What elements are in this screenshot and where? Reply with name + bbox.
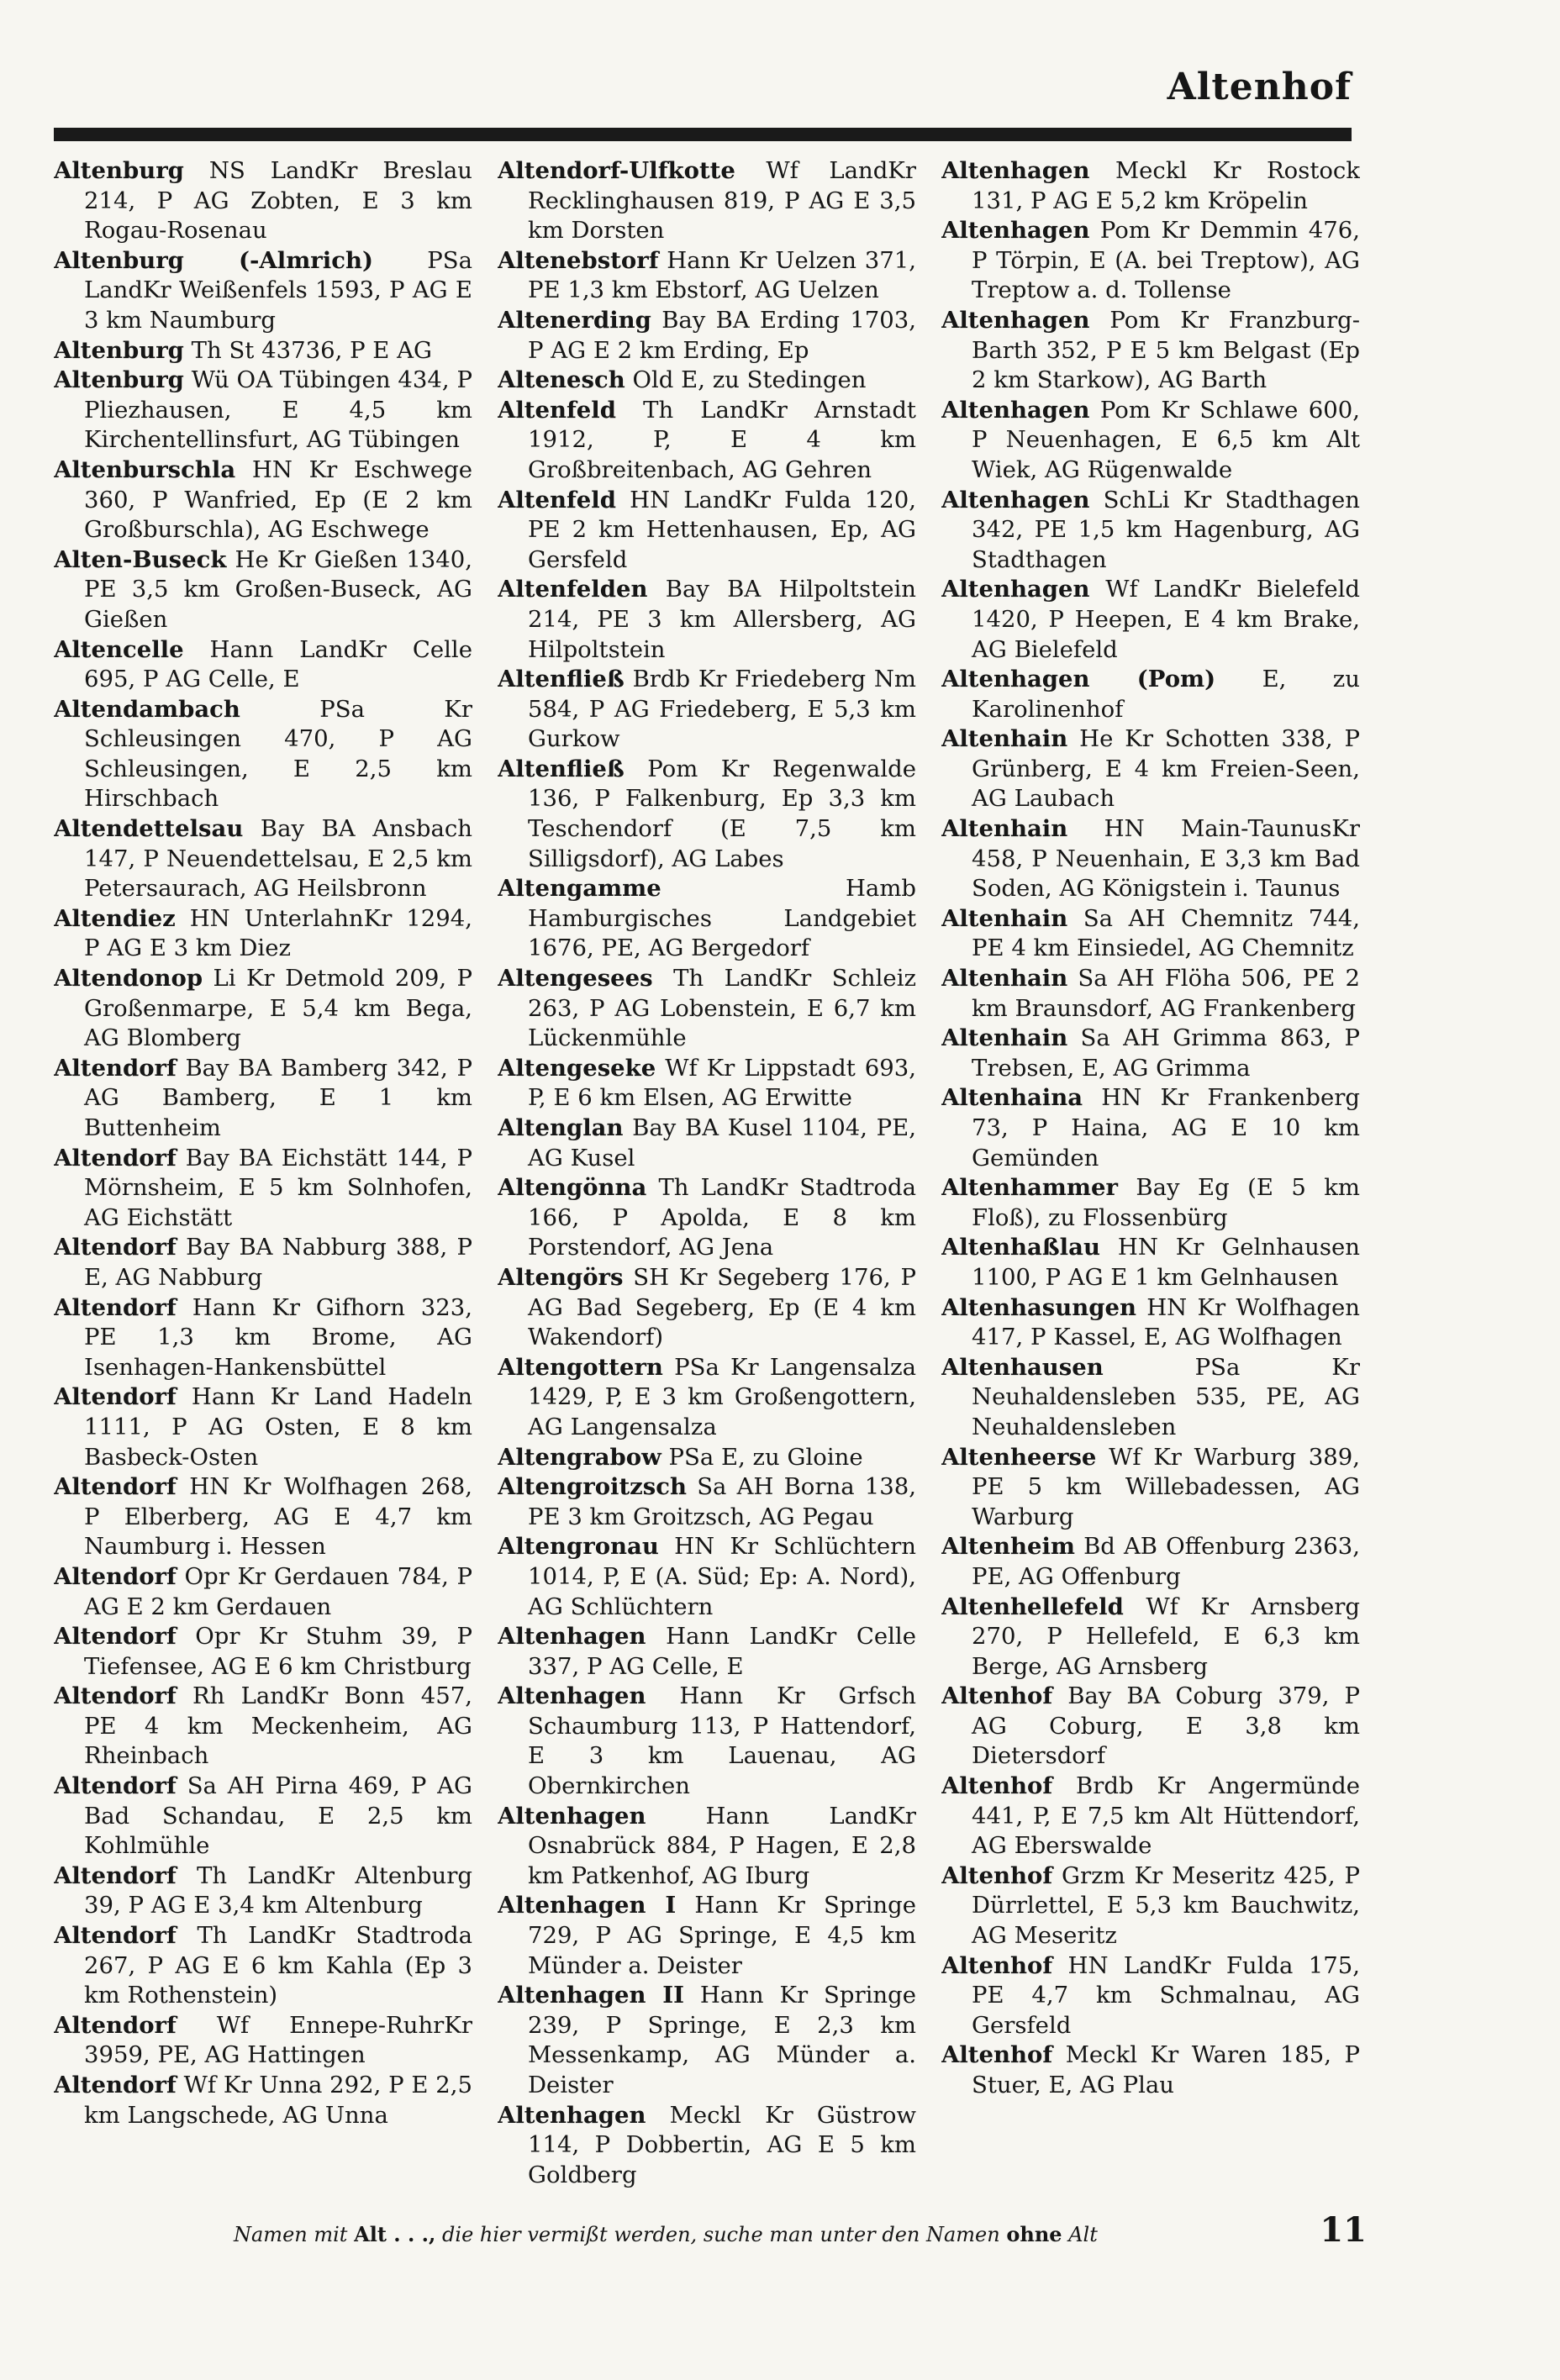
gazetteer-entry bbox=[54, 1562, 472, 1622]
entry-place-name: Altendorf bbox=[54, 1623, 177, 1651]
entry-place-name: Altendorf bbox=[54, 1772, 177, 1800]
gazetteer-entry bbox=[941, 1532, 1360, 1592]
footer-note-ohne: ohne bbox=[1006, 2222, 1062, 2246]
gazetteer-entry bbox=[498, 1532, 916, 1622]
gazetteer-entry bbox=[941, 1173, 1360, 1233]
entry-place-name: Altendambach bbox=[54, 695, 240, 723]
entry-details: Bd AB Offenburg 2363, PE, AG Offenburg bbox=[972, 1533, 1360, 1590]
entry-details: Wf Ennepe-RuhrKr 3959, PE, AG Hattingen bbox=[84, 2011, 472, 2069]
gazetteer-entry bbox=[498, 396, 916, 486]
gazetteer-entry bbox=[941, 1682, 1360, 1772]
entry-details: Hann LandKr Celle 337, P AG Celle, E bbox=[528, 1623, 916, 1680]
gazetteer-entry bbox=[941, 1951, 1360, 2041]
entry-place-name: Altenhain bbox=[941, 725, 1068, 753]
entry-details: Th St 43736, P E AG bbox=[191, 336, 432, 364]
entry-details: Wf Kr Unna 292, P E 2,5 km Langschede, AG Unna bbox=[84, 2072, 472, 2129]
gazetteer-entry bbox=[498, 1263, 916, 1353]
gazetteer-entry bbox=[498, 964, 916, 1054]
gazetteer-entry bbox=[54, 2011, 472, 2071]
gazetteer-entry bbox=[941, 1593, 1360, 1682]
header-rule bbox=[54, 128, 1352, 141]
gazetteer-entry bbox=[54, 814, 472, 904]
gazetteer-entry bbox=[54, 1144, 472, 1234]
entry-details: Th LandKr Arnstadt 1912, P, E 4 km Großbreitenbach, AG Gehren bbox=[528, 396, 916, 483]
entry-place-name: Altengeseke bbox=[498, 1054, 656, 1082]
entry-details: Pom Kr Franzburg-Barth 352, P E 5 km Belgast (Ep 2 km Starkow), AG Barth bbox=[972, 306, 1360, 394]
gazetteer-entry bbox=[54, 1293, 472, 1383]
entry-details: Rh LandKr Bonn 457, PE 4 km Meckenheim, AG Rheinbach bbox=[84, 1682, 472, 1770]
gazetteer-entry bbox=[54, 1921, 472, 2011]
entry-place-name: Altengronau bbox=[498, 1533, 659, 1561]
entry-details: Wf LandKr Bielefeld 1420, P Heepen, E 4 km Brake, AG Bielefeld bbox=[972, 576, 1360, 663]
entry-details: Wf Kr Arnsberg 270, P Hellefeld, E 6,3 km Berge, AG Arnsberg bbox=[972, 1593, 1360, 1680]
gazetteer-entry bbox=[498, 1622, 916, 1682]
column-2 bbox=[498, 156, 916, 2207]
entry-details: Bay BA Kusel 1104, PE, AG Kusel bbox=[528, 1114, 916, 1172]
entry-place-name: Altenhagen bbox=[941, 396, 1090, 424]
entry-place-name: Altenfließ bbox=[498, 666, 625, 693]
entry-place-name: Altengamme bbox=[498, 875, 661, 903]
gazetteer-entry bbox=[54, 246, 472, 336]
gazetteer-entry bbox=[54, 1861, 472, 1921]
entry-details: Opr Kr Stuhm 39, P Tiefensee, AG E 6 km Christburg bbox=[84, 1623, 472, 1680]
gazetteer-entry bbox=[498, 1173, 916, 1263]
gazetteer-entry bbox=[941, 964, 1360, 1024]
entry-details: Brdb Kr Friedeberg Nm 584, P AG Friedeberg, E 5,3 km Gurkow bbox=[528, 666, 916, 753]
footer-note bbox=[234, 2222, 1098, 2246]
gazetteer-entry bbox=[941, 724, 1360, 814]
entry-details: PSa E, zu Gloine bbox=[668, 1443, 863, 1471]
entry-place-name: Altenhof bbox=[941, 1682, 1053, 1710]
entry-place-name: Altenhaßlau bbox=[941, 1234, 1100, 1261]
entry-place-name: Altenhaina bbox=[941, 1084, 1083, 1112]
entry-details: Th LandKr Stadtroda 166, P Apolda, E 8 km Porstendorf, AG Jena bbox=[528, 1174, 916, 1261]
entry-place-name: Altengesees bbox=[498, 965, 653, 993]
footer-note-mid: die hier vermißt werden, suche man unter den Namen bbox=[442, 2223, 1000, 2246]
entry-details: Grzm Kr Meseritz 425, P Dürrlettel, E 5,3 km Bauchwitz, AG Meseritz bbox=[972, 1861, 1360, 1950]
entry-details: Th LandKr Altenburg 39, P AG E 3,4 km Altenburg bbox=[84, 1861, 472, 1919]
entry-place-name: Altenhof bbox=[941, 1951, 1053, 1979]
entry-place-name: Altenhain bbox=[941, 965, 1068, 993]
entry-details: He Kr Gießen 1340, PE 3,5 km Großen-Buseck, AG Gießen bbox=[84, 545, 472, 633]
column-1 bbox=[54, 156, 472, 2207]
entry-details: Meckl Kr Waren 185, P Stuer, E, AG Plau bbox=[972, 2041, 1360, 2098]
gazetteer-entry bbox=[498, 366, 916, 396]
entry-details: HN LandKr Fulda 120, PE 2 km Hettenhausen, Ep, AG Gersfeld bbox=[528, 486, 916, 573]
footer-note-pre: Namen mit bbox=[234, 2223, 348, 2246]
gazetteer-entry bbox=[498, 486, 916, 576]
entry-details: PSa Kr Langensalza 1429, P, E 3 km Großengottern, AG Langensalza bbox=[528, 1353, 916, 1440]
entry-details: Sa AH Pirna 469, P AG Bad Schandau, E 2,5 km Kohlmühle bbox=[84, 1772, 472, 1860]
entry-place-name: Altengottern bbox=[498, 1353, 663, 1381]
entry-place-name: Altenhasungen bbox=[941, 1293, 1136, 1321]
gazetteer-entry bbox=[54, 455, 472, 545]
gazetteer-entry bbox=[54, 1382, 472, 1472]
gazetteer-entry bbox=[941, 1233, 1360, 1293]
gazetteer-entry bbox=[54, 336, 472, 366]
entry-details: Wf LandKr Recklinghausen 819, P AG E 3,5 km Dorsten bbox=[528, 157, 916, 245]
entry-details: HN UnterlahnKr 1294, P AG E 3 km Diez bbox=[84, 904, 472, 962]
entry-details: Th LandKr Stadtroda 267, P AG E 6 km Kahla (Ep 3 km Rothenstein) bbox=[84, 1922, 472, 2009]
entry-place-name: Altenhagen bbox=[941, 576, 1090, 603]
gazetteer-entry bbox=[941, 1772, 1360, 1861]
gazetteer-entry bbox=[941, 1861, 1360, 1951]
gazetteer-entry bbox=[941, 1293, 1360, 1353]
entry-place-name: Altengönna bbox=[498, 1174, 647, 1202]
entry-place-name: Altenhagen II bbox=[498, 1982, 684, 2009]
entry-place-name: Altendorf bbox=[54, 1861, 177, 1889]
entry-details: Li Kr Detmold 209, P Großenmarpe, E 5,4 km Bega, AG Blomberg bbox=[84, 965, 472, 1052]
gazetteer-entry bbox=[941, 216, 1360, 306]
entry-place-name: Altenhain bbox=[941, 815, 1068, 843]
entry-details: Hann Kr Uelzen 371, PE 1,3 km Ebstorf, AG Uelzen bbox=[528, 246, 916, 304]
entry-details: Hann Kr Springe 729, P AG Springe, E 4,5 km Münder a. Deister bbox=[528, 1892, 916, 1979]
entry-place-name: Altendorf bbox=[54, 1922, 177, 1950]
gazetteer-entry bbox=[941, 306, 1360, 396]
entry-place-name: Altenhagen (Pom) bbox=[941, 666, 1216, 693]
entry-details: HN Kr Gelnhausen 1100, P AG E 1 km Gelnhausen bbox=[972, 1234, 1360, 1291]
gazetteer-entry bbox=[498, 156, 916, 246]
gazetteer-entry bbox=[498, 1443, 916, 1473]
entry-place-name: Altendorf bbox=[54, 1054, 177, 1082]
entry-place-name: Altenhammer bbox=[941, 1174, 1118, 1202]
entry-details: Hann Kr Springe 239, P Springe, E 2,3 km Messenkamp, AG Münder a. Deister bbox=[528, 1982, 916, 2098]
entry-place-name: Altenburschla bbox=[54, 455, 236, 483]
entry-details: Bay Eg (E 5 km Floß), zu Flossenbürg bbox=[972, 1174, 1360, 1231]
gazetteer-entry bbox=[54, 366, 472, 455]
entry-place-name: Altendiez bbox=[54, 904, 176, 932]
entry-place-name: Altenfeld bbox=[498, 396, 616, 424]
entry-details: Wf Kr Warburg 389, PE 5 km Willebadessen, AG Warburg bbox=[972, 1443, 1360, 1530]
entry-place-name: Altenburg bbox=[54, 336, 184, 364]
entry-place-name: Altenhagen I bbox=[498, 1892, 677, 1919]
gazetteer-entry bbox=[54, 964, 472, 1054]
gazetteer-entry bbox=[941, 1024, 1360, 1083]
entry-place-name: Altenhagen bbox=[498, 1682, 646, 1710]
entry-place-name: Altendorf bbox=[54, 1473, 177, 1501]
gazetteer-entry bbox=[498, 874, 916, 964]
entry-place-name: Altenburg bbox=[54, 366, 184, 394]
entry-details: Sa AH Chemnitz 744, PE 4 km Einsiedel, AG Chemnitz bbox=[972, 904, 1360, 962]
entry-place-name: Altencelle bbox=[54, 635, 184, 663]
entry-place-name: Altendorf bbox=[54, 1682, 177, 1710]
entry-details: Sa AH Borna 138, PE 3 km Groitzsch, AG Pegau bbox=[528, 1473, 916, 1530]
entry-place-name: Altenhof bbox=[941, 2041, 1053, 2069]
entry-details: PSa Kr Neuhaldensleben 535, PE, AG Neuhaldensleben bbox=[972, 1353, 1360, 1440]
gazetteer-entry bbox=[941, 1083, 1360, 1173]
entry-place-name: Altenhain bbox=[941, 1024, 1068, 1052]
entry-place-name: Altenhausen bbox=[941, 1353, 1104, 1381]
entry-details: HN Kr Wolfhagen 417, P Kassel, E, AG Wolfhagen bbox=[972, 1293, 1360, 1351]
entry-details: E, zu Karolinenhof bbox=[972, 666, 1360, 723]
page-number: 11 bbox=[1320, 2210, 1367, 2250]
footer-note-alt: Alt . . ., bbox=[354, 2222, 436, 2246]
gazetteer-entry bbox=[54, 695, 472, 814]
gazetteer-entry bbox=[498, 1472, 916, 1532]
entry-details: Hann LandKr Osnabrück 884, P Hagen, E 2,8 km Patkenhof, AG Iburg bbox=[528, 1802, 916, 1889]
entry-details: NS LandKr Breslau 214, P AG Zobten, E 3 km Rogau-Rosenau bbox=[84, 157, 472, 245]
entry-details: Sa AH Flöha 506, PE 2 km Braunsdorf, AG Frankenberg bbox=[972, 965, 1360, 1022]
entry-details: He Kr Schotten 338, P Grünberg, E 4 km Freien-Seen, AG Laubach bbox=[972, 725, 1360, 813]
entry-details: HN Kr Frankenberg 73, P Haina, AG E 10 km Gemünden bbox=[972, 1084, 1360, 1172]
entry-details: HN Main-TaunusKr 458, P Neuenhain, E 3,3 km Bad Soden, AG Königstein i. Taunus bbox=[972, 815, 1360, 903]
entry-place-name: Altendonop bbox=[54, 965, 203, 993]
gazetteer-entry bbox=[941, 156, 1360, 216]
entry-details: Bay BA Nabburg 388, P E, AG Nabburg bbox=[84, 1234, 472, 1291]
entry-details: PSa Kr Schleusingen 470, P AG Schleusingen, E 2,5 km Hirschbach bbox=[84, 695, 472, 813]
entry-details: Hann LandKr Celle 695, P AG Celle, E bbox=[84, 635, 472, 693]
entry-place-name: Altenheim bbox=[941, 1533, 1076, 1561]
entry-place-name: Altenhagen bbox=[498, 2101, 646, 2129]
entry-place-name: Altengörs bbox=[498, 1263, 624, 1291]
gazetteer-entry bbox=[54, 1622, 472, 1682]
entry-details: Sa AH Grimma 863, P Trebsen, E, AG Grimma bbox=[972, 1024, 1360, 1082]
entry-details: PSa LandKr Weißenfels 1593, P AG E 3 km Naumburg bbox=[84, 246, 472, 334]
entry-place-name: Altendorf bbox=[54, 1293, 177, 1321]
entry-place-name: Altenhagen bbox=[941, 217, 1090, 245]
entry-place-name: Altenfeld bbox=[498, 486, 616, 513]
entry-place-name: Altenebstorf bbox=[498, 246, 659, 274]
gazetteer-entry bbox=[941, 575, 1360, 665]
entry-details: Wü OA Tübingen 434, P Pliezhausen, E 4,5 km Kirchentellinsfurt, AG Tübingen bbox=[84, 366, 472, 454]
gazetteer-entry bbox=[498, 2101, 916, 2191]
entry-place-name: Altenhof bbox=[941, 1772, 1053, 1800]
entry-place-name: Altendorf bbox=[54, 1383, 177, 1411]
gazetteer-entry bbox=[941, 665, 1360, 724]
entry-details: Hamb Hamburgisches Landgebiet 1676, PE, AG Bergedorf bbox=[528, 875, 916, 962]
entry-details: Bay BA Coburg 379, P AG Coburg, E 3,8 km Dietersdorf bbox=[972, 1682, 1360, 1770]
entry-place-name: Altendorf bbox=[54, 2072, 177, 2098]
gazetteer-entry bbox=[941, 2040, 1360, 2100]
gazetteer-entry bbox=[498, 755, 916, 874]
entry-place-name: Altenfließ bbox=[498, 755, 625, 782]
gazetteer-entry bbox=[54, 1682, 472, 1772]
entry-place-name: Altendorf-Ulfkotte bbox=[498, 157, 735, 184]
entry-details: Opr Kr Gerdauen 784, P AG E 2 km Gerdauen bbox=[84, 1562, 472, 1620]
gazetteer-entry bbox=[498, 1114, 916, 1173]
entry-place-name: Altenfelden bbox=[498, 576, 648, 603]
entry-details: Bay BA Erding 1703, P AG E 2 km Erding, Ep bbox=[528, 306, 916, 364]
gazetteer-entry bbox=[54, 1054, 472, 1144]
gazetteer-entry bbox=[498, 1353, 916, 1443]
gazetteer-entry bbox=[941, 814, 1360, 904]
entry-details: Brdb Kr Angermünde 441, P, E 7,5 km Alt Hüttendorf, AG Eberswalde bbox=[972, 1772, 1360, 1860]
entry-details: Pom Kr Schlawe 600, P Neuenhagen, E 6,5 km Alt Wiek, AG Rügenwalde bbox=[972, 396, 1360, 483]
entry-place-name: Altengroitzsch bbox=[498, 1473, 688, 1501]
entry-place-name: Altenhagen bbox=[498, 1623, 646, 1651]
entry-place-name: Altendorf bbox=[54, 2011, 177, 2039]
gazetteer-entry bbox=[54, 1233, 472, 1293]
gazetteer-entry bbox=[54, 1772, 472, 1861]
gazetteer-entry bbox=[941, 1443, 1360, 1533]
gazetteer-entry bbox=[498, 306, 916, 366]
entry-details: Bay BA Eichstätt 144, P Mörnsheim, E 5 km Solnhofen, AG Eichstätt bbox=[84, 1144, 472, 1231]
entry-details: Meckl Kr Rostock 131, P AG E 5,2 km Kröpelin bbox=[972, 157, 1360, 214]
entry-details: Pom Kr Regenwalde 136, P Falkenburg, Ep 3,3 km Teschendorf (E 7,5 km Silligsdorf), AG Labes bbox=[528, 755, 916, 872]
entry-place-name: Altengrabow bbox=[498, 1443, 661, 1471]
entry-details: Pom Kr Demmin 476, P Törpin, E (A. bei Treptow), AG Treptow a. d. Tollense bbox=[972, 217, 1360, 304]
entry-place-name: Altenhof bbox=[941, 1861, 1053, 1889]
entry-details: Meckl Kr Güstrow 114, P Dobbertin, AG E 5 km Goldberg bbox=[528, 2101, 916, 2188]
entry-details: Hann Kr Gifhorn 323, PE 1,3 km Brome, AG Isenhagen-Hankensbüttel bbox=[84, 1293, 472, 1381]
entry-details: Wf Kr Lippstadt 693, P, E 6 km Elsen, AG Erwitte bbox=[528, 1054, 916, 1112]
gazetteer-entry bbox=[941, 1353, 1360, 1443]
column-3 bbox=[941, 156, 1360, 2207]
gazetteer-entry bbox=[54, 545, 472, 635]
entry-place-name: Altenerding bbox=[498, 306, 651, 334]
gazetteer-entry bbox=[498, 575, 916, 665]
gazetteer-entry bbox=[54, 635, 472, 695]
entry-place-name: Altendorf bbox=[54, 1144, 177, 1172]
entry-details: Th LandKr Schleiz 263, P AG Lobenstein, E 6,7 km Lückenmühle bbox=[528, 965, 916, 1052]
gazetteer-columns bbox=[54, 156, 1360, 2207]
entry-details: HN LandKr Fulda 175, PE 4,7 km Schmalnau, AG Gersfeld bbox=[972, 1951, 1360, 2039]
entry-details: Hann Kr Grfsch Schaumburg 113, P Hattendorf, E 3 km Lauenau, AG Obernkirchen bbox=[528, 1682, 916, 1800]
entry-place-name: Altenburg bbox=[54, 157, 184, 184]
gazetteer-entry bbox=[498, 665, 916, 755]
entry-details: SH Kr Segeberg 176, P AG Bad Segeberg, Ep (E 4 km Wakendorf) bbox=[528, 1263, 916, 1351]
gazetteer-entry bbox=[498, 1981, 916, 2100]
gazetteer-entry bbox=[498, 1891, 916, 1981]
gazetteer-entry bbox=[941, 396, 1360, 486]
gazetteer-entry bbox=[54, 156, 472, 246]
entry-details: Bay BA Hilpoltstein 214, PE 3 km Allersberg, AG Hilpoltstein bbox=[528, 576, 916, 663]
gazetteer-entry bbox=[54, 2071, 472, 2130]
entry-details: HN Kr Schlüchtern 1014, P, E (A. Süd; Ep: A. Nord), AG Schlüchtern bbox=[528, 1533, 916, 1620]
entry-place-name: Altendettelsau bbox=[54, 815, 244, 843]
entry-place-name: Altenheerse bbox=[941, 1443, 1097, 1471]
page-header-title: Altenhof bbox=[1167, 66, 1352, 108]
entry-details: Bay BA Bamberg 342, P AG Bamberg, E 1 km Buttenheim bbox=[84, 1054, 472, 1141]
entry-place-name: Altenburg (-Almrich) bbox=[54, 246, 373, 274]
gazetteer-entry bbox=[498, 1802, 916, 1892]
entry-place-name: Altenesch bbox=[498, 366, 625, 394]
entry-details: HN Kr Wolfhagen 268, P Elberberg, AG E 4,7 km Naumburg i. Hessen bbox=[84, 1473, 472, 1561]
gazetteer-entry bbox=[54, 1472, 472, 1562]
entry-details: Old E, zu Stedingen bbox=[632, 366, 867, 394]
entry-details: HN Kr Eschwege 360, P Wanfried, Ep (E 2 km Großburschla), AG Eschwege bbox=[84, 455, 472, 544]
entry-place-name: Altenhagen bbox=[498, 1802, 646, 1830]
gazetteer-entry bbox=[498, 246, 916, 306]
entry-place-name: Altenhagen bbox=[941, 486, 1090, 513]
gazetteer-entry bbox=[941, 486, 1360, 576]
entry-place-name: Alten-Buseck bbox=[54, 545, 227, 573]
entry-details: SchLi Kr Stadthagen 342, PE 1,5 km Hagenburg, AG Stadthagen bbox=[972, 486, 1360, 573]
gazetteer-entry bbox=[498, 1054, 916, 1114]
gazetteer-entry bbox=[941, 904, 1360, 964]
entry-place-name: Altenhagen bbox=[941, 157, 1090, 184]
entry-place-name: Altendorf bbox=[54, 1234, 177, 1261]
entry-place-name: Altenglan bbox=[498, 1114, 624, 1141]
entry-place-name: Altenhellefeld bbox=[941, 1593, 1124, 1620]
gazetteer-entry bbox=[54, 904, 472, 964]
footer-note-end: Alt bbox=[1068, 2223, 1098, 2246]
entry-details: Bay BA Ansbach 147, P Neuendettelsau, E 2,5 km Petersaurach, AG Heilsbronn bbox=[84, 815, 472, 903]
entry-place-name: Altenhagen bbox=[941, 306, 1090, 334]
entry-details: Hann Kr Land Hadeln 1111, P AG Osten, E 8 km Basbeck-Osten bbox=[84, 1383, 472, 1471]
entry-place-name: Altenhain bbox=[941, 904, 1068, 932]
gazetteer-entry bbox=[498, 1682, 916, 1801]
entry-place-name: Altendorf bbox=[54, 1562, 177, 1590]
